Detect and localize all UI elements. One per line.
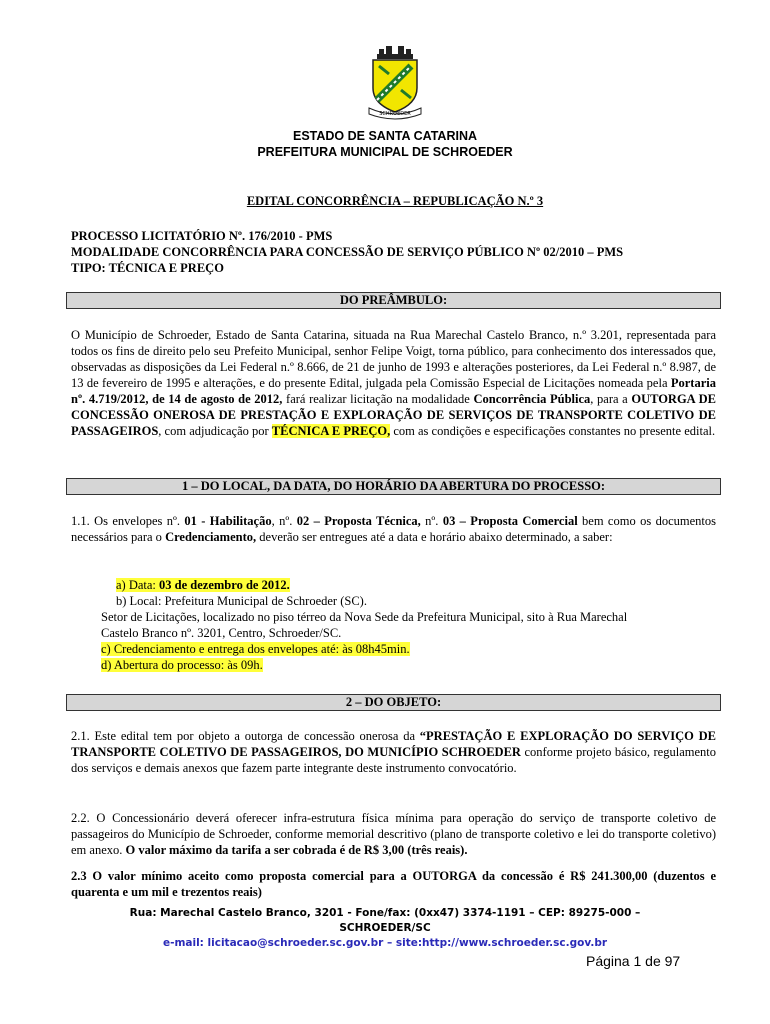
- abertura-time: d) Abertura do processo: às 09h.: [101, 658, 263, 672]
- envelope-3: 03 – Proposta Comercial: [442, 514, 578, 528]
- list-item-setor-2: Castelo Branco nº. 3201, Centro, Schroeder/SC.: [101, 626, 342, 640]
- envelope-1: 01 - Habilitação: [184, 514, 272, 528]
- preambulo-heading: DO PREÂMBULO:: [66, 292, 721, 309]
- svg-text:SCHROEDER: SCHROEDER: [379, 111, 411, 117]
- list-item-abertura: [101, 657, 716, 673]
- prefecture-name: PREFEITURA MUNICIPAL DE SCHROEDER: [257, 145, 513, 159]
- date-label: a) Data:: [116, 578, 160, 592]
- valor-minimo: 2.3 O valor mínimo aceito como proposta comercial para a OUTORGA da concessão é R$ 241.300,00 (duzentos e quarenta e um mil e trezentos reais): [71, 869, 716, 899]
- s1-part: , nº.: [271, 514, 297, 528]
- section2-2-paragraph: [71, 810, 716, 858]
- preambulo-text: [71, 327, 716, 439]
- s1-part: deverão ser entregues até a data e horário abaixo determinado, a saber:: [256, 530, 613, 544]
- municipal-crest-icon: [365, 44, 425, 120]
- preambulo-part: O Município de Schroeder, Estado de Santa Catarina, situada na Rua Marechal Castelo Branco, n.º 3.201, representada para todos os fins de direito pelo seu Prefeito Municipal, senhor Felipe Voigt, torna público, para conhecimento dos interessados que, observadas as disposições da Lei Federal n.º 8.666, de 21 de junho de 1993 e alterações posteriores, da Lei Federal n.º 8.987, de 13 de fevereiro de 1995 e alterações, e do presente Edital, julgada pela Comissão Especial de Licitações nomeada pela: [71, 328, 716, 390]
- s1-part: nº.: [420, 514, 443, 528]
- list-item-local: b) Local: Prefeitura Municipal de Schroeder (SC).: [116, 594, 367, 608]
- list-item-setor-1: Setor de Licitações, localizado no piso térreo da Nova Sede da Prefeitura Municipal, sito à Rua Marechal: [101, 610, 628, 624]
- s21-object: “PRESTAÇÃO E EXPLORAÇÃO DO SERVIÇO DE TRANSPORTE COLETIVO DE PASSAGEIROS, DO MUNICÍPIO SCHROEDER: [71, 729, 716, 759]
- modalidade-ref: Concorrência Pública: [473, 392, 591, 406]
- portaria-ref: Portaria nº. 4.719/2012, de 14 de agosto de 2012,: [71, 376, 716, 406]
- preambulo-part: fará realizar licitação na modalidade: [282, 392, 474, 406]
- section2-3-paragraph: [71, 868, 716, 900]
- state-name: ESTADO DE SANTA CATARINA: [292, 129, 478, 143]
- preambulo-part: , com adjudicação por: [158, 424, 272, 438]
- process-number: PROCESSO LICITATÓRIO Nº. 176/2010 - PMS: [71, 229, 333, 243]
- process-modality: MODALIDADE CONCORRÊNCIA PARA CONCESSÃO DE SERVIÇO PÚBLICO Nº 02/2010 – PMS: [71, 245, 624, 259]
- objeto-ref: OUTORGA DE CONCESSÃO ONEROSA DE PRESTAÇÃO E EXPLORAÇÃO DE SERVIÇOS DE TRANSPORTE COLETIVO DE PASSAGEIROS: [71, 392, 717, 438]
- s1-part: 1.1. Os envelopes nº.: [71, 514, 185, 528]
- credenciamento: Credenciamento,: [165, 530, 257, 544]
- date-value: 03 de dezembro de 2012.: [159, 578, 290, 592]
- envelope-2: 02 – Proposta Técnica,: [296, 514, 421, 528]
- preambulo-part: com as condições e especificações constantes no presente edital.: [390, 424, 716, 438]
- page-number: Página 1 de 97: [586, 953, 681, 969]
- list-item-date: [116, 577, 716, 593]
- tarifa-max: O valor máximo da tarifa a ser cobrada é de R$ 3,00 (três reais).: [125, 843, 468, 857]
- footer-contact-link[interactable]: e-mail: licitacao@schroeder.sc.gov.br – site:http://www.schroeder.sc.gov.br: [162, 937, 608, 949]
- credenciamento-time: c) Credenciamento e entrega dos envelopes até: às 08h45min.: [101, 642, 410, 656]
- s22-part: 2.2. O Concessionário deverá oferecer infra-estrutura física mínima para operação do serviço de transporte coletivo de passageiros do Município de Schroeder, conforme memorial descritivo (plano de transporte coletivo e lei do transporte coletivo) em anexo.: [71, 811, 716, 857]
- s21-part: 2.1. Este edital tem por objeto a outorga de concessão onerosa da: [71, 729, 420, 743]
- state-header: [0, 128, 770, 160]
- section2-heading: 2 – DO OBJETO:: [66, 694, 721, 711]
- section2-1-paragraph: [71, 728, 716, 776]
- s1-part: bem como os documentos necessários para o: [71, 514, 716, 544]
- s21-part: conforme projeto básico, regulamento dos serviços e demais anexos que fazem parte integrante deste instrumento convocatório.: [71, 745, 716, 775]
- preambulo-part: , para a: [590, 392, 632, 406]
- footer-address: Rua: Marechal Castelo Branco, 3201 - Fone/fax: (0xx47) 3374-1191 – CEP: 89275-000 –: [129, 907, 641, 919]
- process-type: TIPO: TÉCNICA E PREÇO: [71, 261, 224, 275]
- section1-heading: 1 – DO LOCAL, DA DATA, DO HORÁRIO DA ABERTURA DO PROCESSO:: [66, 478, 721, 495]
- schedule-list: [101, 577, 716, 673]
- page-footer: [0, 906, 770, 951]
- footer-city: SCHROEDER/SC: [339, 922, 431, 934]
- tipo-highlight: TÉCNICA E PREÇO,: [271, 424, 391, 438]
- edital-title: EDITAL CONCORRÊNCIA – REPUBLICAÇÃO N.º 3: [246, 194, 544, 208]
- process-info: [71, 228, 731, 276]
- section1-paragraph: [71, 513, 716, 545]
- list-item-credenciamento: [101, 641, 716, 657]
